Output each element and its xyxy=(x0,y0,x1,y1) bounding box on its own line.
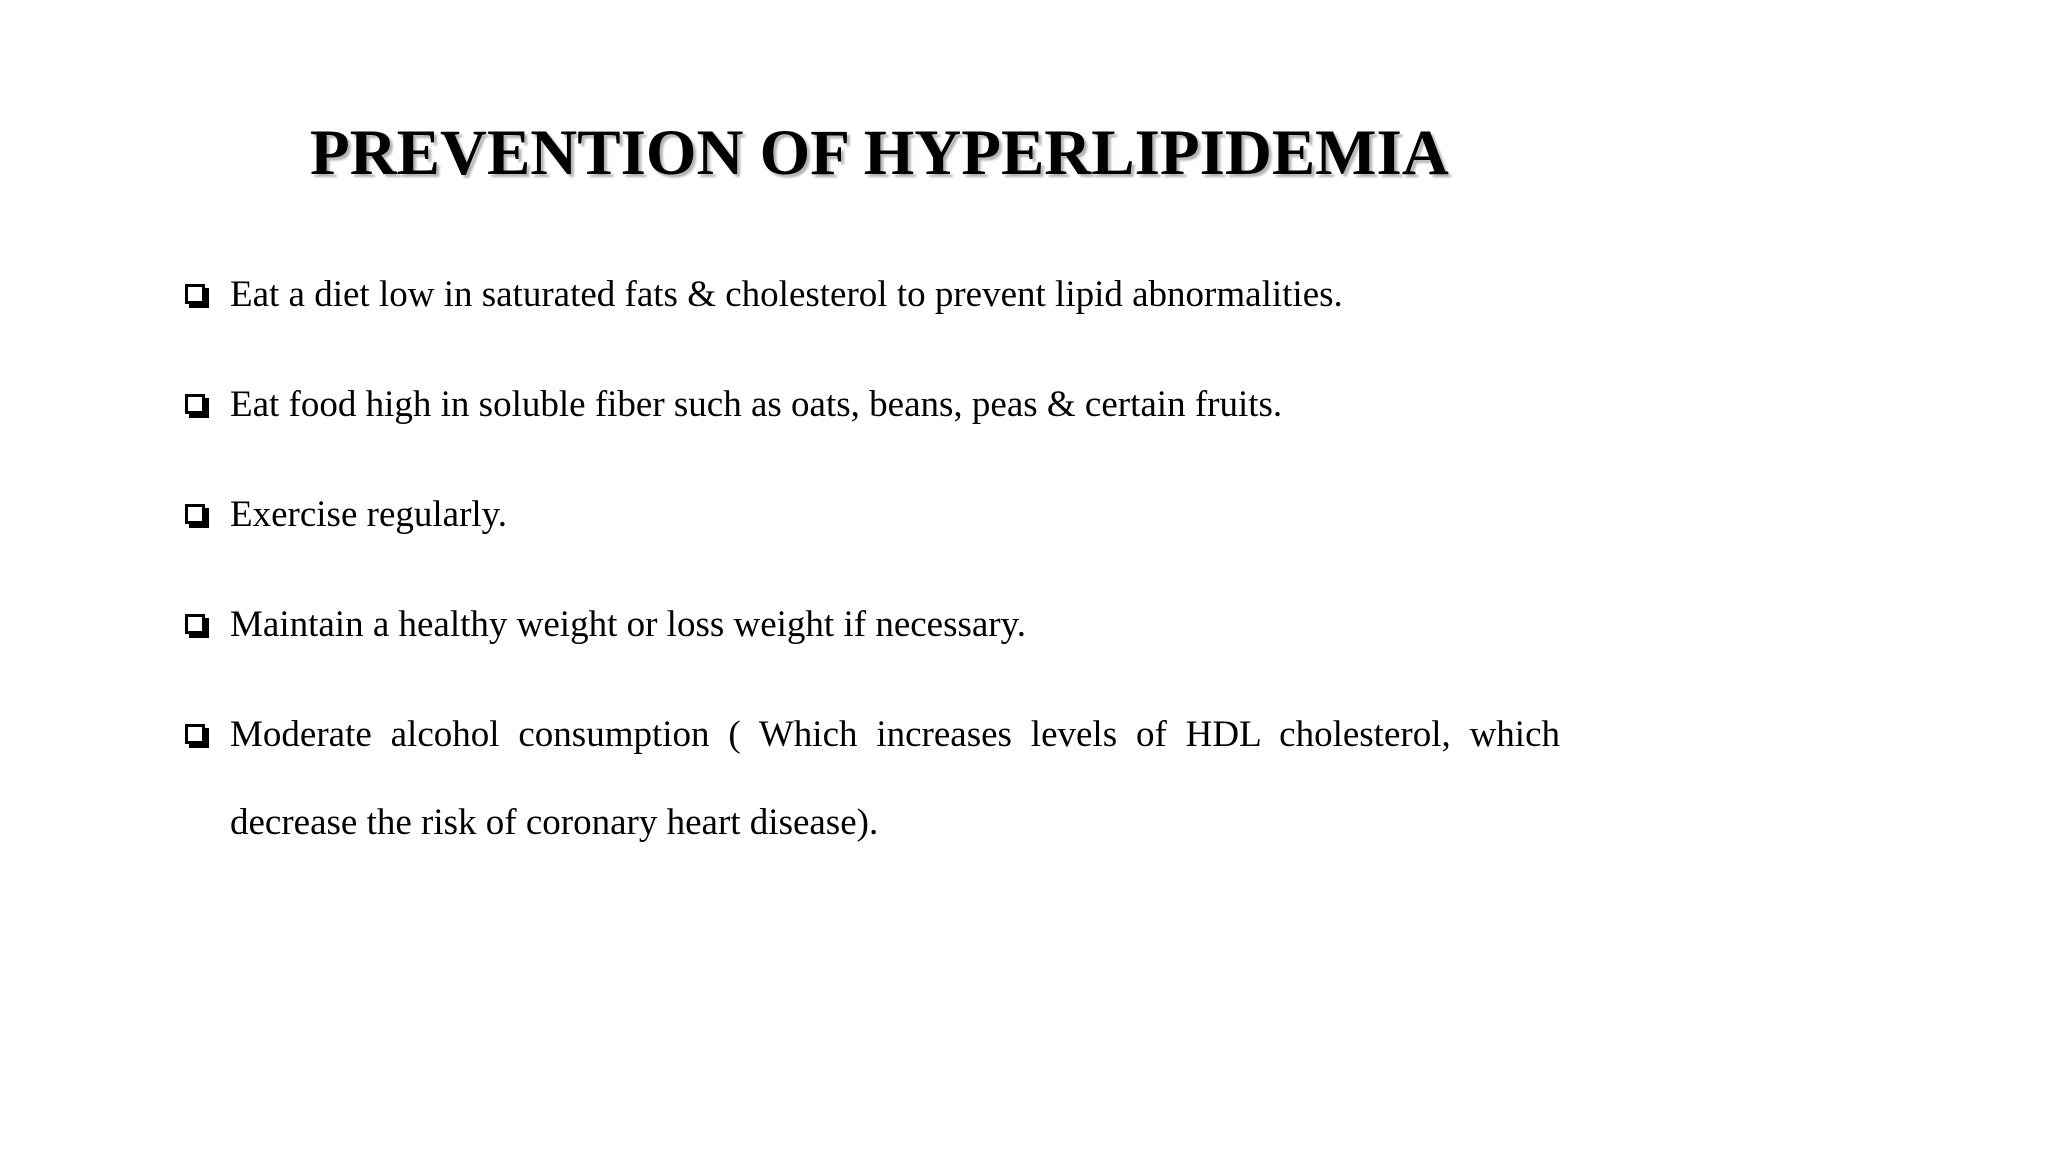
bullet-text: Eat a diet low in saturated fats & cholesterol to prevent lipid abnormalities. xyxy=(230,274,1343,315)
bullet-text: Exercise regularly. xyxy=(230,494,508,535)
list-item xyxy=(230,471,1560,559)
list-item xyxy=(230,361,1560,449)
list-item xyxy=(230,691,1560,867)
checkbox-bullet-icon xyxy=(185,394,205,414)
checkbox-bullet-icon xyxy=(185,724,205,744)
slide-title: PREVENTION OF HYPERLIPIDEMIA xyxy=(310,117,1449,189)
list-item xyxy=(230,581,1560,669)
checkbox-bullet-icon xyxy=(185,284,205,304)
bullet-text: Eat food high in soluble fiber such as oats, beans, peas & certain fruits. xyxy=(230,384,1283,425)
bullet-text: Moderate alcohol consumption ( Which increases levels of HDL cholesterol, which decrease the risk of coronary heart disease). xyxy=(230,714,1560,843)
checkbox-bullet-icon xyxy=(185,504,205,524)
bullet-text: Maintain a healthy weight or loss weight if necessary. xyxy=(230,604,1026,645)
checkbox-bullet-icon xyxy=(185,614,205,634)
list-item xyxy=(230,251,1560,339)
